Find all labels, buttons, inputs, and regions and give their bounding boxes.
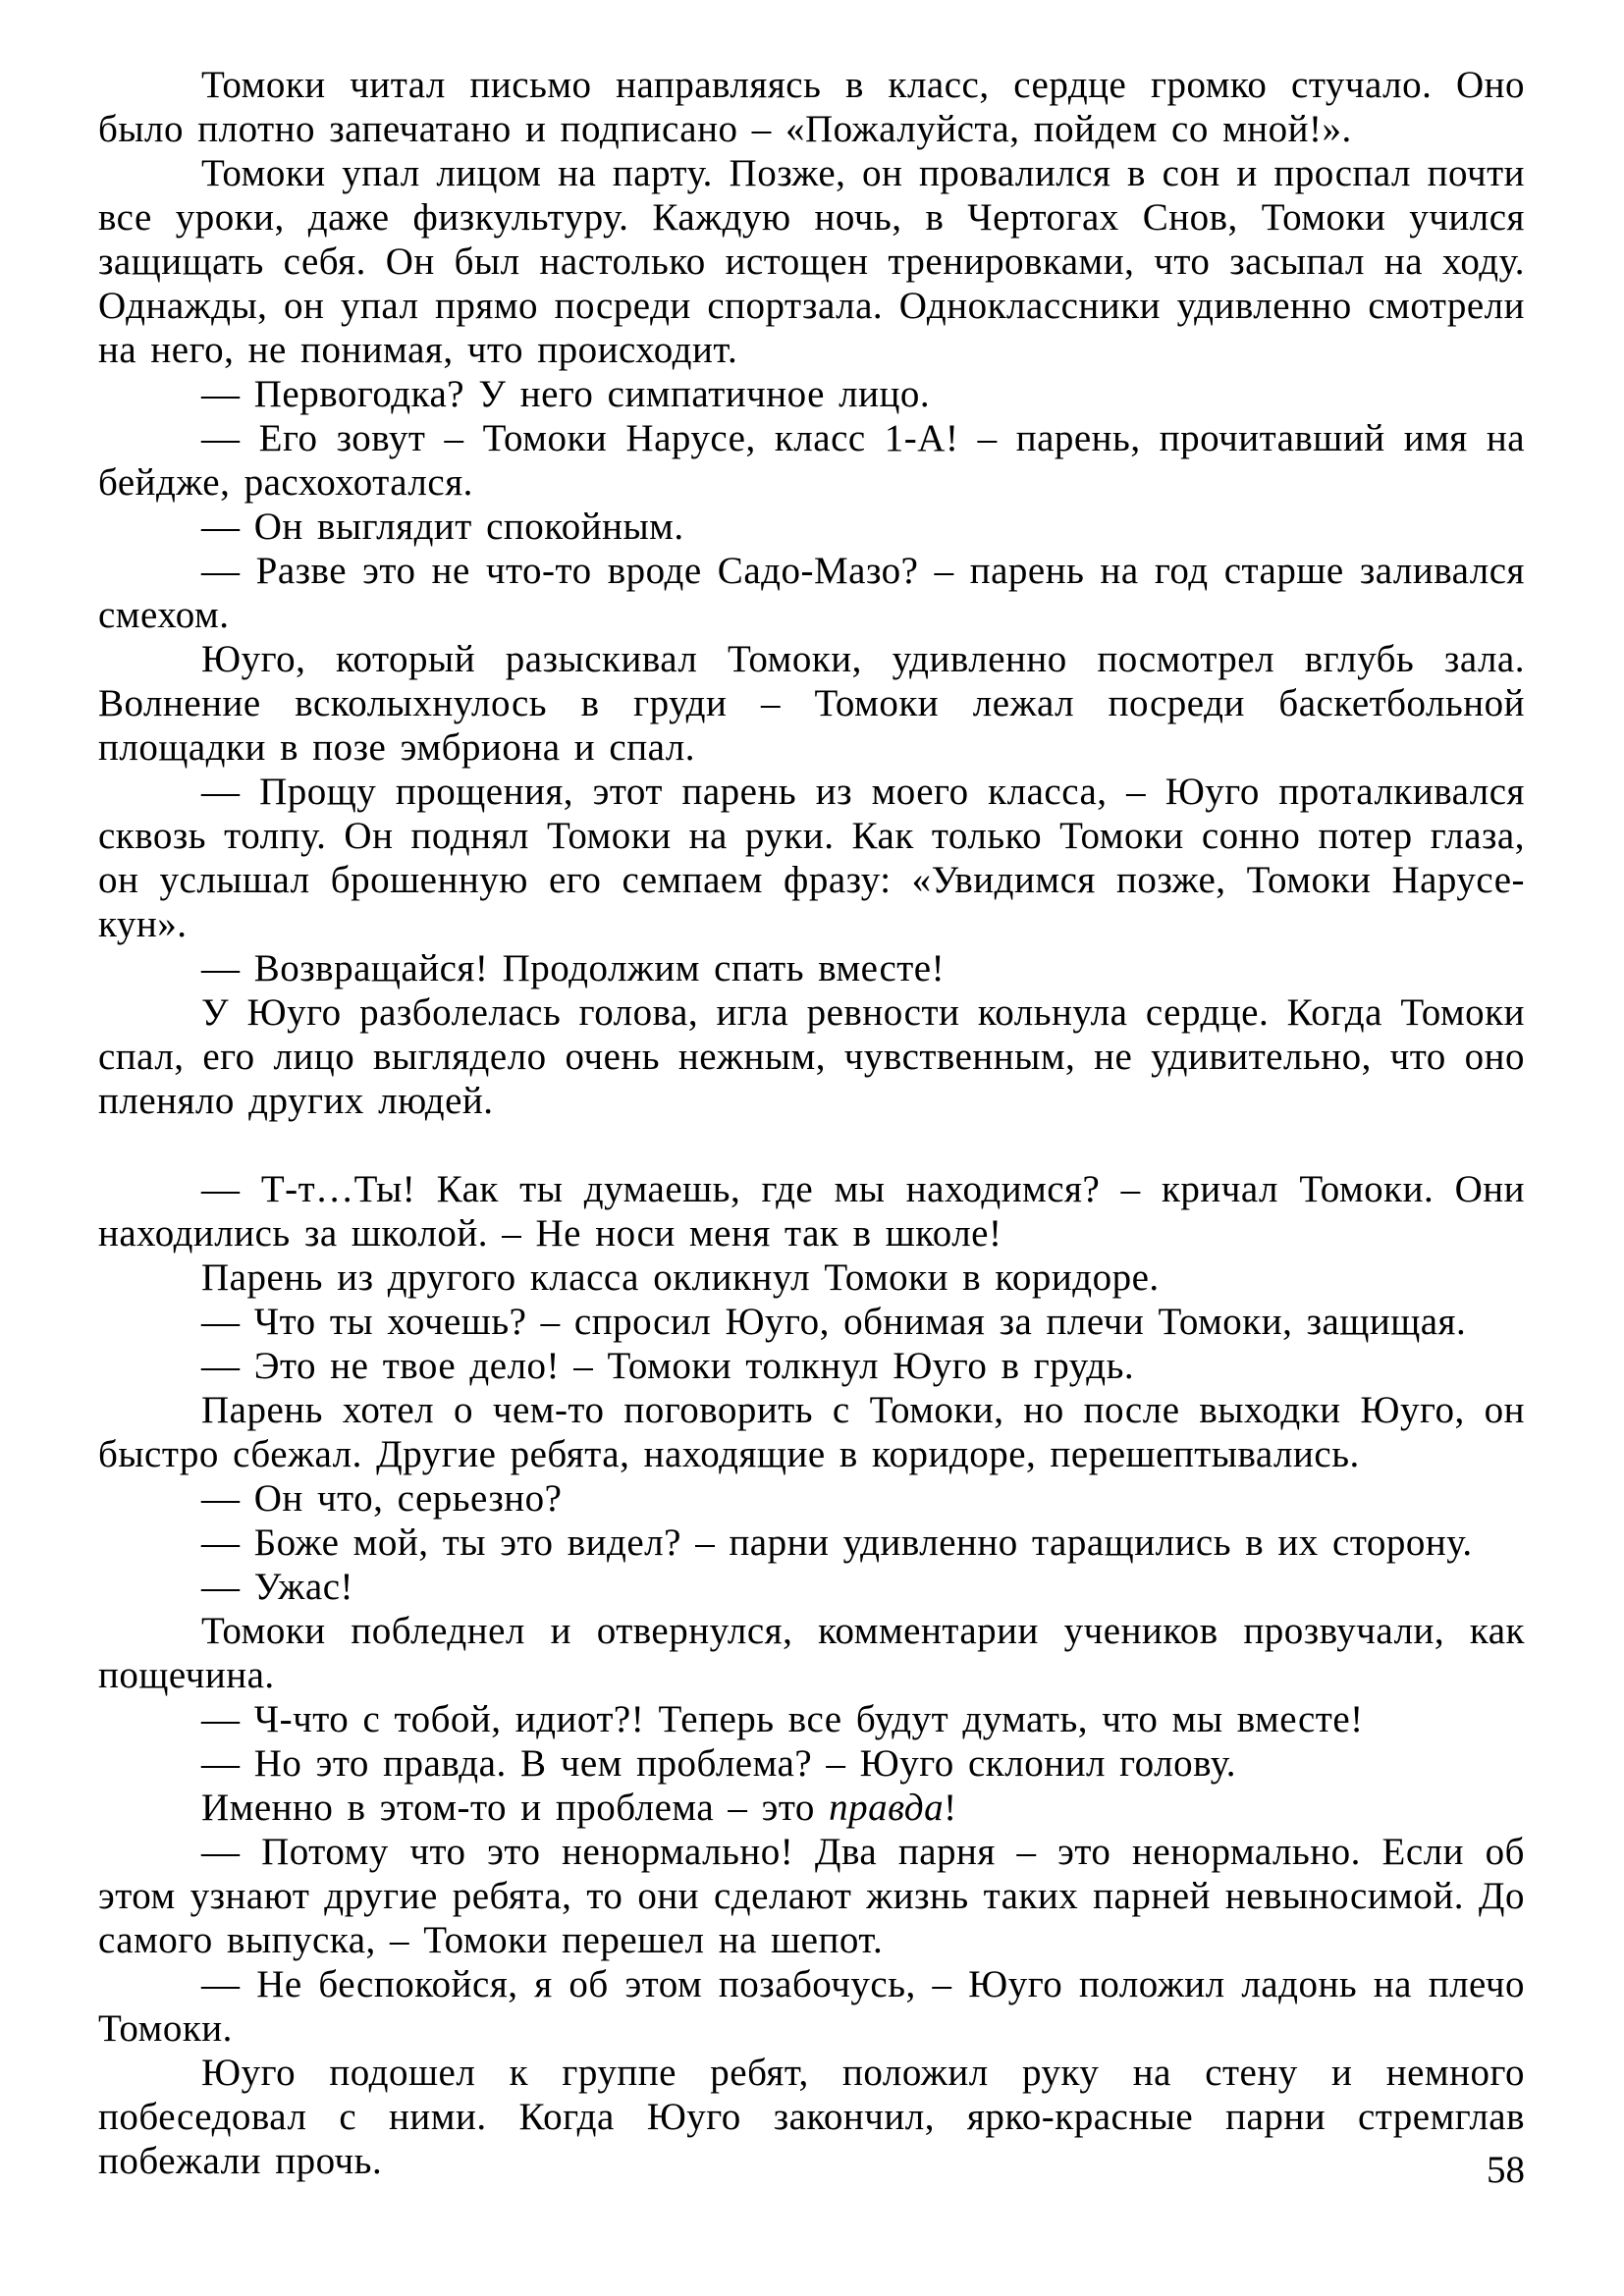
- paragraph: [98, 1741, 1525, 1786]
- page-text: [98, 63, 1525, 2183]
- paragraph: [98, 151, 1525, 372]
- text-run: У Юуго разболелась голова, игла ревности кольнула сердце. Когда Томоки спал, его лицо выглядело очень нежным, чувственным, не удивительно, что оно пленяло других людей.: [98, 991, 1525, 1122]
- paragraph: [98, 1697, 1525, 1741]
- text-run: — Ужас!: [201, 1566, 353, 1608]
- text-run: — Возвращайся! Продолжим спать вместе!: [201, 947, 946, 989]
- text-run: Парень из другого класса окликнул Томоки в коридоре.: [201, 1256, 1160, 1299]
- paragraph: [98, 505, 1525, 549]
- text-run: — Первогодка? У него симпатичное лицо.: [201, 373, 931, 415]
- text-run: !: [944, 1787, 957, 1829]
- text-run: — Он что, серьезно?: [201, 1477, 563, 1520]
- paragraph: [98, 1344, 1525, 1388]
- text-run: Томоки упал лицом на парту. Позже, он провалился в сон и проспал почти все уроки, даже физкультуру. Каждую ночь, в Чертогах Снов, Томоки учился защищать себя. Он был настолько истощен тренировками, что засыпал на ходу. Однажды, он упал прямо посреди спортзала. Одноклассники удивленно смотрели на него, не понимая, что происходит.: [98, 152, 1525, 371]
- text-run: — Прощу прощения, этот парень из моего класса, – Юуго проталкивался сквозь толпу. Он поднял Томоки на руки. Как только Томоки сонно потер глаза, он услышал брошенную его семпаем фразу: «Увидимся позже, Томоки Нарусе-кун».: [98, 771, 1525, 945]
- text-run: — Не беспокойся, я об этом позабочусь, – Юуго положил ладонь на плечо Томоки.: [98, 1963, 1525, 2050]
- text-run: — Т-т…Ты! Как ты думаешь, где мы находимся? – кричал Томоки. Они находились за школой. – Не носи меня так в школе!: [98, 1168, 1525, 1255]
- text-run: Юуго, который разыскивал Томоки, удивленно посмотрел вглубь зала. Волнение всколыхнулось в груди – Томоки лежал посреди баскетбольной площадки в позе эмбриона и спал.: [98, 638, 1525, 769]
- paragraph: [98, 416, 1525, 505]
- paragraph: [98, 770, 1525, 946]
- paragraph: [98, 1521, 1525, 1565]
- paragraph: [98, 549, 1525, 637]
- text-run: Именно в этом-то и проблема – это: [201, 1787, 830, 1829]
- text-run: Юуго подошел к группе ребят, положил руку на стену и немного побеседовал с ними. Когда Юуго закончил, ярко-красные парни стремглав побежали прочь.: [98, 2052, 1525, 2182]
- paragraph: [98, 1476, 1525, 1521]
- paragraph: [98, 1388, 1525, 1476]
- text-run: — Разве это не что-то вроде Садо-Мазо? – парень на год старше заливался смехом.: [98, 550, 1525, 636]
- text-run: — Он выглядит спокойным.: [201, 506, 684, 548]
- text-run: Томоки читал письмо направляясь в класс, сердце громко стучало. Оно было плотно запечатано и подписано – «Пожалуйста, пойдем со мной!».: [98, 64, 1525, 150]
- paragraph: [98, 63, 1525, 151]
- paragraph: [98, 1167, 1525, 1255]
- text-run: — Это не твое дело! – Томоки толкнул Юуго в грудь.: [201, 1345, 1135, 1387]
- text-run: — Но это правда. В чем проблема? – Юуго склонил голову.: [201, 1742, 1237, 1785]
- paragraph: [98, 2051, 1525, 2183]
- paragraph: [98, 372, 1525, 416]
- text-run: — Боже мой, ты это видел? – парни удивленно таращились в их сторону.: [201, 1522, 1473, 1564]
- paragraph: [98, 990, 1525, 1123]
- italic-text-run: правда: [829, 1787, 945, 1829]
- paragraph: [98, 1300, 1525, 1344]
- text-run: — Потому что это ненормально! Два парня – это ненормально. Если об этом узнают другие ребята, то они сделают жизнь таких парней невыносимой. До самого выпуска, – Томоки перешел на шепот.: [98, 1831, 1525, 1961]
- page-number: 58: [1487, 2149, 1525, 2191]
- paragraph: [98, 1786, 1525, 1830]
- paragraph: [98, 1609, 1525, 1697]
- text-run: — Что ты хочешь? – спросил Юуго, обнимая за плечи Томоки, защищая.: [201, 1301, 1467, 1343]
- text-run: — Ч-что с тобой, идиот?! Теперь все будут думать, что мы вместе!: [201, 1698, 1364, 1740]
- paragraph: [98, 1565, 1525, 1609]
- paragraph: [98, 946, 1525, 990]
- paragraph: [98, 1255, 1525, 1300]
- text-run: Томоки побледнел и отвернулся, комментарии учеников прозвучали, как пощечина.: [98, 1610, 1525, 1696]
- paragraph: [98, 1962, 1525, 2051]
- text-run: — Его зовут – Томоки Нарусе, класс 1-А! – парень, прочитавший имя на бейдже, расхохотался.: [98, 417, 1525, 504]
- paragraph: [98, 1830, 1525, 1962]
- paragraph: [98, 637, 1525, 770]
- text-run: Парень хотел о чем-то поговорить с Томоки, но после выходки Юуго, он быстро сбежал. Другие ребята, находящие в коридоре, перешептывались.: [98, 1389, 1525, 1475]
